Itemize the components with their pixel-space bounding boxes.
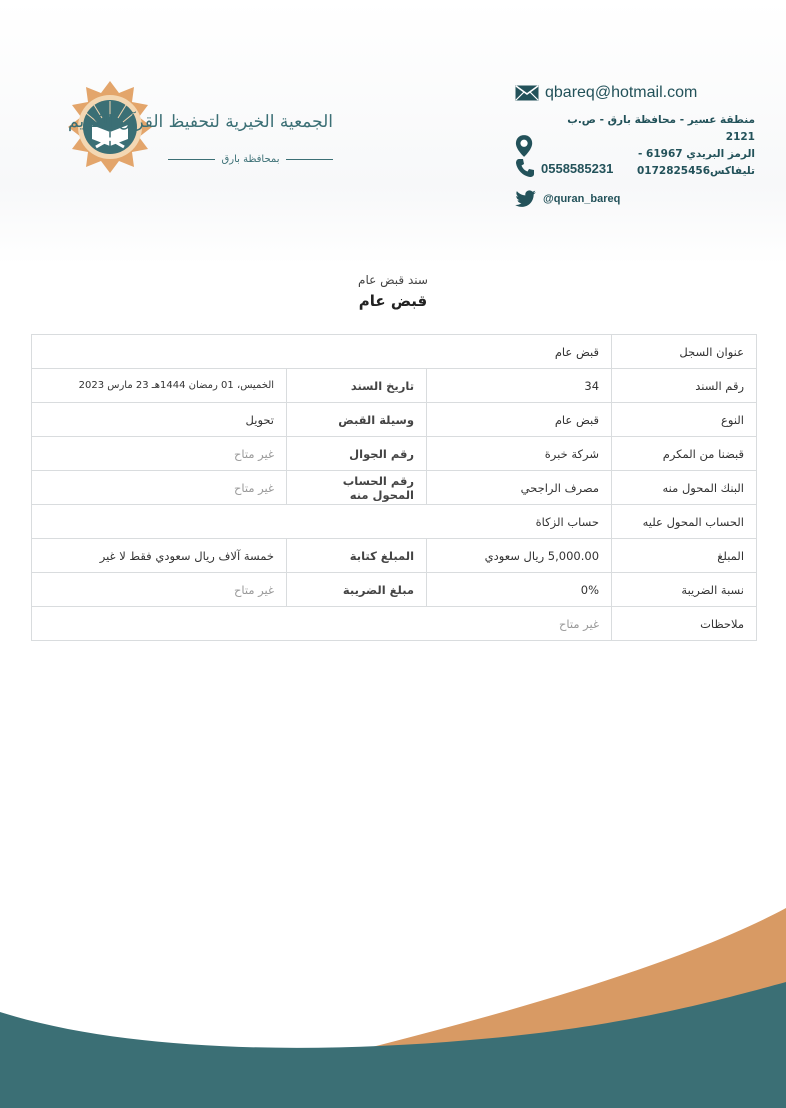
- document-subtitle: سند قبض عام: [358, 273, 428, 287]
- table-row: [32, 471, 757, 505]
- table-row: [32, 539, 757, 573]
- received-from-value: شركة خبرة: [427, 437, 612, 471]
- table-row: [32, 403, 757, 437]
- table-row: [32, 437, 757, 471]
- method-value: تحويل: [32, 403, 287, 437]
- notes-value: غير متاح: [32, 607, 612, 641]
- bank-from-value: مصرف الراجحي: [427, 471, 612, 505]
- account-to-label: الحساب المحول عليه: [612, 505, 757, 539]
- table-row: [32, 505, 757, 539]
- phone-text: 0558585231: [541, 160, 614, 176]
- tax-rate-label: نسبة الضريبة: [612, 573, 757, 607]
- account-from-value: غير متاح: [32, 471, 287, 505]
- logo-divider: [286, 159, 334, 160]
- received-from-label: قبضنا من المكرم: [612, 437, 757, 471]
- mobile-value: غير متاح: [32, 437, 287, 471]
- voucher-no-label: رقم السند: [612, 369, 757, 403]
- tax-amount-label: مبلغ الضريبة: [287, 573, 427, 607]
- logo-divider: [168, 159, 216, 160]
- account-to-value: حساب الزكاة: [32, 505, 612, 539]
- tax-amount-value: غير متاح: [32, 573, 287, 607]
- amount-words-value: خمسة آلاف ريال سعودي فقط لا غير: [32, 539, 287, 573]
- tax-rate-value: 0%: [427, 573, 612, 607]
- location-pin-icon: [515, 133, 533, 159]
- voucher-details-table: [31, 334, 757, 641]
- address-line-1: منطقة عسير - محافظة بارق - ص.ب 2121: [567, 114, 755, 143]
- voucher-no-value: 34: [427, 369, 612, 403]
- method-label: وسيلة القبض: [287, 403, 427, 437]
- mobile-label: رقم الجوال: [287, 437, 427, 471]
- phone-icon: [515, 158, 535, 178]
- voucher-date-label: تاريخ السند: [287, 369, 427, 403]
- account-from-label: رقم الحساب المحول منه: [287, 471, 427, 505]
- amount-label: المبلغ: [612, 539, 757, 573]
- record-title-value: قبض عام: [32, 335, 612, 369]
- table-row: [32, 335, 757, 369]
- record-title-label: عنوان السجل: [612, 335, 757, 369]
- bank-from-label: البنك المحول منه: [612, 471, 757, 505]
- twitter-handle: @quran_bareq: [543, 193, 621, 205]
- type-value: قبض عام: [427, 403, 612, 437]
- amount-value: 5,000.00 ريال سعودي: [427, 539, 612, 573]
- contact-twitter[interactable]: [515, 190, 620, 208]
- footer-wave-decoration: [0, 900, 786, 1108]
- email-text: qbareq@hotmail.com: [545, 84, 698, 101]
- logo-organization-name: الجمعية الخيرية لتحفيظ القرآن الكريم: [68, 112, 333, 132]
- logo-branch: [168, 150, 333, 168]
- voucher-date-value: الخميس، 01 رمضان 1444هـ 23 مارس 2023: [32, 369, 287, 403]
- logo-branch-text: بمحافظة بارق: [221, 153, 280, 165]
- notes-label: ملاحظات: [612, 607, 757, 641]
- twitter-icon: [515, 190, 537, 208]
- amount-words-label: المبلغ كتابة: [287, 539, 427, 573]
- type-label: النوع: [612, 403, 757, 437]
- document-title: قبض عام: [358, 292, 428, 310]
- address-line-2: الرمز البريدي 61967 - تليفاكس0172825456: [636, 148, 755, 177]
- envelope-icon: [515, 85, 539, 101]
- contact-email[interactable]: [515, 84, 697, 102]
- table-row: [32, 573, 757, 607]
- contact-phone[interactable]: [515, 158, 613, 178]
- table-row: [32, 607, 757, 641]
- table-row: [32, 369, 757, 403]
